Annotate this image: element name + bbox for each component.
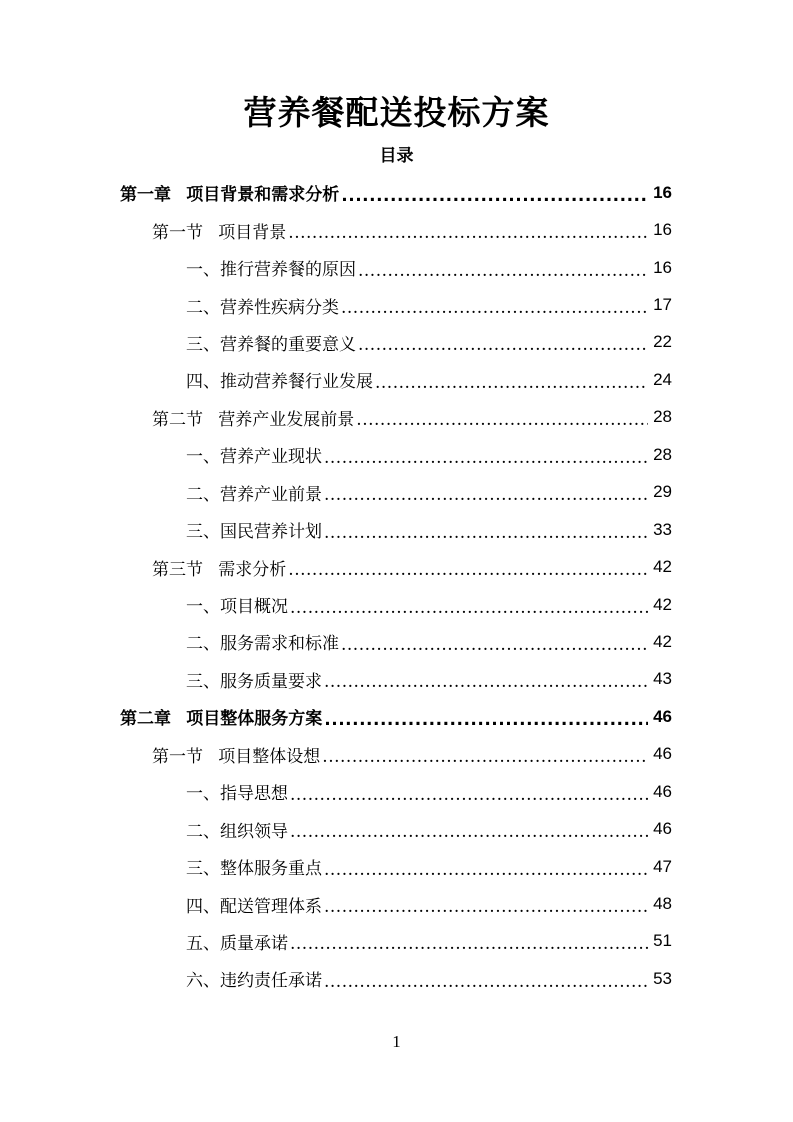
toc-entry-title: 整体服务重点 [220, 859, 322, 880]
toc-entry-title: 项目背景 [218, 222, 287, 243]
toc-entry-page: 28 [653, 444, 672, 464]
toc-entry-title: 推动营养餐行业发展 [220, 372, 373, 393]
toc-entry[interactable] [0, 960, 672, 997]
toc-dot-leader [290, 934, 648, 954]
toc-entry[interactable] [0, 586, 672, 623]
toc-entry[interactable] [0, 474, 672, 511]
toc-entry-label [186, 517, 322, 542]
toc-entry-label [186, 480, 322, 505]
toc-dot-leader [324, 860, 648, 880]
toc-dot-leader [324, 897, 648, 917]
toc-entry[interactable] [0, 548, 672, 585]
toc-dot-leader [324, 710, 648, 730]
table-of-contents [0, 174, 793, 998]
toc-entry-title: 项目背景和需求分析 [186, 185, 340, 206]
toc-entry[interactable] [0, 623, 672, 660]
toc-entry-label [186, 592, 288, 617]
toc-entry-page: 16 [653, 220, 672, 240]
toc-entry[interactable] [0, 286, 672, 323]
toc-entry-label [186, 255, 356, 280]
toc-entry-label [186, 779, 288, 804]
toc-entry-title: 项目整体设想 [218, 746, 321, 767]
toc-entry-label [120, 704, 322, 729]
toc-dot-leader [324, 672, 648, 692]
toc-entry-number: 二、 [186, 297, 220, 318]
toc-entry-page: 16 [653, 182, 672, 202]
toc-entry-number: 四、 [186, 372, 220, 393]
toc-entry-title: 服务需求和标准 [220, 634, 339, 655]
toc-entry-number: 第一节 [152, 746, 203, 767]
toc-entry-title: 项目整体服务方案 [186, 709, 323, 730]
toc-entry-page: 42 [653, 557, 672, 577]
toc-entry-number: 一、 [186, 447, 220, 468]
toc-entry-title: 营养产业前景 [220, 484, 322, 505]
toc-entry-title: 指导思想 [220, 784, 288, 805]
toc-entry-label [120, 180, 339, 205]
toc-entry-title: 需求分析 [218, 559, 287, 580]
toc-entry-number: 三、 [186, 671, 220, 692]
toc-entry-label [152, 555, 286, 580]
toc-entry-number: 一、 [186, 597, 220, 618]
toc-entry[interactable] [0, 848, 672, 885]
toc-dot-leader [358, 261, 648, 281]
toc-dot-leader [290, 822, 648, 842]
toc-dot-leader [341, 186, 648, 206]
toc-entry-label [186, 330, 356, 355]
toc-entry-page: 42 [653, 594, 672, 614]
toc-entry[interactable] [0, 511, 672, 548]
toc-dot-leader [341, 635, 648, 655]
toc-entry-label [186, 629, 339, 654]
toc-entry-title: 营养产业发展前景 [218, 409, 355, 430]
toc-entry-number: 三、 [186, 859, 220, 880]
toc-entry[interactable] [0, 661, 672, 698]
toc-entry-title: 项目概况 [220, 597, 288, 618]
toc-entry-label [186, 367, 373, 392]
toc-dot-leader [288, 223, 648, 243]
toc-entry-title: 营养性疾病分类 [220, 297, 339, 318]
toc-dot-leader [358, 335, 648, 355]
toc-entry-number: 一、 [186, 784, 220, 805]
toc-entry-number: 第二章 [120, 709, 171, 730]
toc-entry-number: 第二节 [152, 409, 203, 430]
toc-entry-title: 国民营养计划 [220, 522, 322, 543]
toc-entry-page: 42 [653, 631, 672, 651]
toc-entry-page: 43 [653, 669, 672, 689]
toc-dot-leader [324, 448, 648, 468]
toc-dot-leader [290, 598, 648, 618]
toc-entry-page: 22 [653, 332, 672, 352]
toc-entry-label [186, 929, 288, 954]
toc-dot-leader [288, 560, 648, 580]
toc-entry-label [186, 293, 339, 318]
toc-dot-leader [290, 785, 648, 805]
toc-entry-page: 46 [653, 819, 672, 839]
toc-entry[interactable] [0, 773, 672, 810]
toc-entry-label [186, 817, 288, 842]
toc-entry[interactable] [0, 810, 672, 847]
toc-heading: 目录 [379, 146, 414, 166]
toc-dot-leader [375, 373, 648, 393]
toc-entry[interactable] [0, 249, 672, 286]
toc-entry-number: 三、 [186, 522, 220, 543]
toc-entry-title: 组织领导 [220, 821, 288, 842]
toc-entry-label [186, 892, 322, 917]
toc-entry-title: 推行营养餐的原因 [220, 260, 356, 281]
toc-entry-page: 24 [653, 369, 672, 389]
toc-entry-label [152, 742, 320, 767]
toc-dot-leader [324, 485, 648, 505]
toc-entry-number: 六、 [186, 971, 220, 992]
toc-entry[interactable] [0, 736, 672, 773]
toc-entry-page: 16 [653, 257, 672, 277]
toc-entry-number: 五、 [186, 933, 220, 954]
toc-entry-number: 第一节 [152, 222, 203, 243]
toc-entry[interactable] [0, 324, 672, 361]
toc-entry-page: 51 [653, 931, 672, 951]
toc-entry[interactable] [0, 361, 672, 398]
toc-dot-leader [341, 298, 648, 318]
toc-entry-label [152, 218, 286, 243]
toc-entry[interactable] [0, 174, 672, 211]
toc-entry-title: 服务质量要求 [220, 671, 322, 692]
toc-entry-page: 29 [653, 482, 672, 502]
toc-entry-number: 第三节 [152, 559, 203, 580]
toc-entry-title: 营养产业现状 [220, 447, 322, 468]
toc-entry[interactable] [0, 885, 672, 922]
toc-entry[interactable] [0, 436, 672, 473]
toc-entry-page: 53 [653, 968, 672, 988]
toc-entry[interactable] [0, 923, 672, 960]
toc-entry-page: 17 [653, 295, 672, 315]
toc-entry-page: 33 [653, 519, 672, 539]
toc-entry-page: 46 [653, 706, 672, 726]
toc-entry-number: 三、 [186, 334, 220, 355]
toc-entry-number: 四、 [186, 896, 220, 917]
toc-entry-page: 48 [653, 894, 672, 914]
toc-dot-leader [356, 410, 648, 430]
toc-entry-title: 营养餐的重要意义 [220, 334, 356, 355]
toc-entry-title: 违约责任承诺 [220, 971, 322, 992]
toc-entry-label [186, 966, 322, 991]
toc-dot-leader [324, 523, 648, 543]
toc-dot-leader [324, 972, 648, 992]
toc-entry-number: 二、 [186, 821, 220, 842]
toc-entry-page: 46 [653, 744, 672, 764]
toc-entry-label [186, 854, 322, 879]
toc-entry-number: 一、 [186, 260, 220, 281]
toc-entry-label [186, 667, 322, 692]
toc-entry-page: 46 [653, 781, 672, 801]
toc-entry[interactable] [0, 211, 672, 248]
toc-entry-page: 47 [653, 856, 672, 876]
toc-entry-title: 质量承诺 [220, 933, 288, 954]
toc-dot-leader [322, 747, 648, 767]
toc-entry-number: 二、 [186, 484, 220, 505]
toc-entry-title: 配送管理体系 [220, 896, 322, 917]
toc-entry[interactable] [0, 399, 672, 436]
toc-entry-label [152, 405, 354, 430]
page-number: 1 [392, 1032, 401, 1051]
toc-entry-number: 二、 [186, 634, 220, 655]
toc-entry[interactable] [0, 698, 672, 735]
toc-entry-label [186, 442, 322, 467]
document-title: 营养餐配送投标方案 [243, 93, 550, 132]
toc-entry-page: 28 [653, 407, 672, 427]
toc-entry-number: 第一章 [120, 185, 171, 206]
